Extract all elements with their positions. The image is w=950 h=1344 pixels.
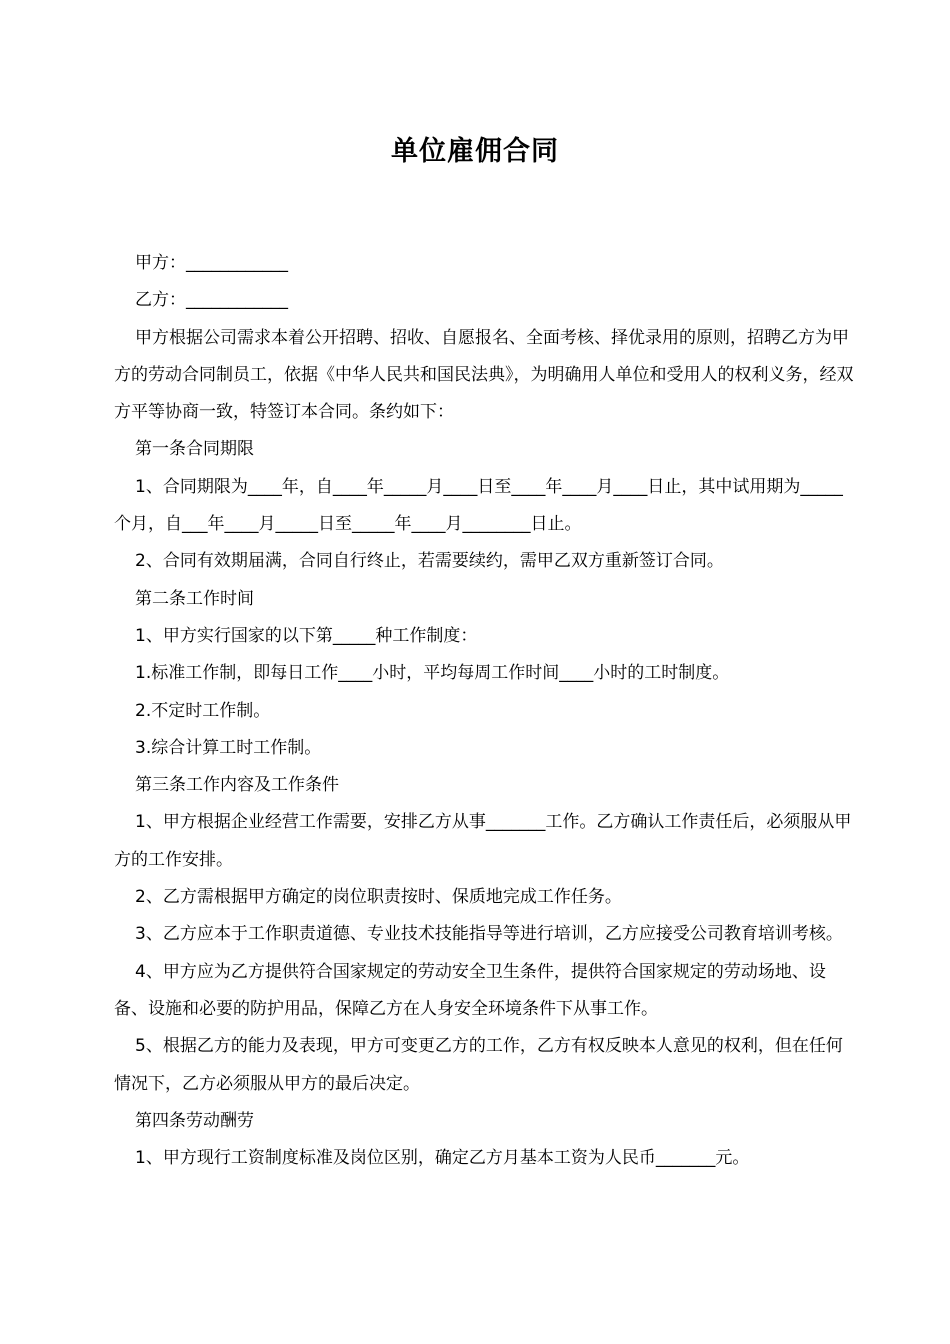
article-1-item: 1、合同期限为____年，自____年_____月____日至____年____月____日止，其中试用期为_____个月，自___年____月_____日至_____年____月________日止。 [114,476,843,535]
article-3-item: 4、甲方应为乙方提供符合国家规定的劳动安全卫生条件，提供符合国家规定的劳动场地、设备、设施和必要的防护用品，保障乙方在人身安全环境条件下从事工作。 [114,961,826,1019]
article-2-item: 1.标准工作制，即每日工作____小时，平均每周工作时间____小时的工时制度。 [135,663,730,684]
article-3-item: 3、乙方应本于工作职责道德、专业技术技能指导等进行培训，乙方应接受公司教育培训考核。 [135,924,843,945]
article-4-item: 1、甲方现行工资制度标准及岗位区别，确定乙方月基本工资为人民币_______元。 [135,1148,750,1169]
article-3-heading: 第三条工作内容及工作条件 [135,775,339,796]
intro-paragraph: 甲方根据公司需求本着公开招聘、招收、自愿报名、全面考核、择优录用的原则，招聘乙方为甲方的劳动合同制员工，依据《中华人民共和国民法典》，为明确用人单位和受用人的权利义务，经双方平等协商一致，特签订本合同。条约如下： [114,327,854,423]
document-body [114,245,854,1177]
party-a-line: 甲方：____________ [135,253,288,273]
article-2-item: 1、甲方实行国家的以下第_____种工作制度： [135,625,478,646]
article-2-heading: 第二条工作时间 [135,588,254,609]
article-4-heading: 第四条劳动酬劳 [135,1110,254,1131]
article-3-item: 1、甲方根据企业经营工作需要，安排乙方从事_______工作。乙方确认工作责任后，必须服从甲方的工作安排。 [114,812,852,870]
article-3-item: 2、乙方需根据甲方确定的岗位职责按时、保质地完成工作任务。 [135,887,622,908]
article-3-item: 5、根据乙方的能力及表现，甲方可变更乙方的工作，乙方有权反映本人意见的权利，但在任何情况下，乙方必须服从甲方的最后决定。 [114,1036,843,1094]
article-2-item: 3.综合计算工时工作制。 [135,737,322,758]
party-b-line: 乙方：____________ [135,290,288,311]
article-1-heading: 第一条合同期限 [135,439,254,460]
article-2-item: 2.不定时工作制。 [135,700,271,721]
document-title: 单位雇佣合同 [391,136,559,167]
article-1-item: 2、合同有效期届满，合同自行终止，若需要续约，需甲乙双方重新签订合同。 [135,551,724,572]
